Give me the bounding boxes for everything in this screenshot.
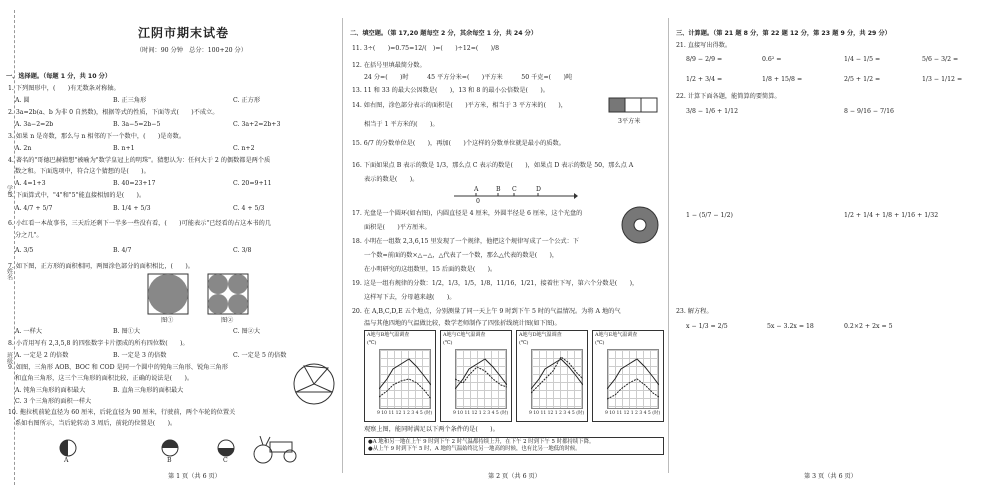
x-ticks: 9 10 11 12 1 2 3 4 5 (时) bbox=[529, 411, 585, 416]
exam-subtitle: （时间：90 分钟 总分：100+20 分） bbox=[136, 47, 247, 54]
exam-title: 江阴市期末试卷 bbox=[138, 26, 230, 40]
option: A. 3/5 bbox=[15, 247, 34, 254]
option: B. 1/4 + 5/3 bbox=[113, 205, 151, 212]
option: B. 3a−5=2b−5 bbox=[113, 121, 161, 128]
graph-lines bbox=[607, 349, 659, 409]
question-19: 19. 这是一组有规律的分数：1/2，1/3，1/5，1/8，11/16，1/21，接着往下写，第六个分数是( )， bbox=[352, 280, 639, 287]
graph-lines bbox=[531, 349, 583, 409]
question-18-cont: 一个数=前面的数×△−△，△代表了一个数，那么△代表的数是( )， bbox=[364, 252, 559, 259]
question-15: 15. 6/7 的分数单位是( )，再加( )个这样的分数单位就是最小的质数。 bbox=[352, 140, 565, 147]
option: C. 4 + 5/3 bbox=[233, 205, 265, 212]
question-20-cont: 温与其他四地的气温做比较，数学老师制作了四张折线统计图(如下图)。 bbox=[364, 320, 561, 327]
question-4: 4. 著名的"哥德巴赫猜想"被喻为"数学皇冠上的明珠"。猜想认为：任何大于 2 的偶数都是两个质 bbox=[8, 157, 271, 164]
condition-2: ●从上午 9 时到下午 5 时，A 地的气温始终比另一地高的时候，也有比另一地低的时候。 bbox=[368, 445, 581, 452]
option: A. 钝角三角形的面积最大 bbox=[15, 387, 86, 394]
wheel-option-label: B bbox=[167, 457, 172, 464]
oral-calc: 1/4 − 1/5 = bbox=[844, 56, 881, 63]
question-23: 23. 解方程。 bbox=[676, 308, 713, 315]
point-label: C bbox=[512, 186, 517, 193]
option: C. 3a+2=2b+3 bbox=[233, 121, 281, 128]
question-17-cont: 面积是( )平方厘米。 bbox=[364, 224, 431, 231]
page-footer: 第 2 页（共 6 页） bbox=[488, 473, 541, 480]
section-1-heading: 一、选择题。（每题 1 分，共 10 分） bbox=[6, 73, 112, 80]
question-9: 9. 如图，三角形 AOB、BOC 和 COD 是同一个圆中的钝角三角形、锐角三角形 bbox=[8, 364, 228, 371]
question-13: 13. 11 和 33 的最大公因数是( )，13 和 8 的最小公倍数是( )。 bbox=[352, 87, 549, 94]
temperature-graph-ae bbox=[592, 330, 664, 422]
question-2: 2. 3a=2b(a、b 为非 0 自然数)，根据等式的性质，下面等式( )不成立。 bbox=[8, 109, 219, 116]
conditions-box bbox=[364, 437, 664, 455]
graph-title: A地与D地气温调查 bbox=[519, 332, 562, 338]
graph-lines bbox=[455, 349, 507, 409]
oral-calc: 0.6² = bbox=[762, 56, 782, 63]
question-6-cont: 分之几"。 bbox=[15, 232, 43, 239]
option: B. 4/7 bbox=[113, 247, 132, 254]
graph-lines bbox=[379, 349, 431, 409]
page-footer: 第 3 页（共 6 页） bbox=[804, 473, 857, 480]
calc-expression: 3/8 − 1/6 + 1/12 bbox=[686, 108, 739, 115]
option: A. 一定是 2 的倍数 bbox=[15, 352, 69, 359]
question-22: 22. 计算下面各题，能简算的要简算。 bbox=[676, 93, 781, 100]
question-16-cont: 表示的数是( )。 bbox=[364, 176, 419, 183]
condition-1: ●A 地和另一地在上午 9 时到下午 2 时气温都持续上升，在下午 2 时到下午 5 时都持续下降。 bbox=[368, 439, 595, 445]
equation: 5x − 3.2x = 18 bbox=[767, 323, 814, 330]
option: C. 3/8 bbox=[233, 247, 252, 254]
option: B. 40=23+17 bbox=[113, 180, 156, 187]
option: B. 直角三角形的面积最大 bbox=[113, 387, 184, 394]
q14-shaded-bar bbox=[608, 97, 664, 117]
question-18-cont: 在小明研究的这组数里，15 后面的数是( )。 bbox=[364, 266, 497, 273]
oral-calc: 5/6 − 3/2 = bbox=[922, 56, 959, 63]
option: C. 正方形 bbox=[233, 97, 261, 104]
point-label: B bbox=[496, 186, 501, 193]
figure-1-label: 图① bbox=[161, 317, 174, 324]
q14-label: 3平方米 bbox=[618, 118, 641, 125]
temperature-graph-ad bbox=[516, 330, 588, 422]
equation: x − 1/3 = 2/5 bbox=[686, 323, 728, 330]
calc-expression: 1 − (5/7 − 1/2) bbox=[686, 212, 733, 219]
oral-calc: 1/3 − 1/12 = bbox=[922, 76, 963, 83]
x-ticks: 9 10 11 12 1 2 3 4 5 (时) bbox=[605, 411, 661, 416]
question-19-cont: 这样写下去，分母越来越( )。 bbox=[364, 294, 456, 301]
graph-unit: (℃) bbox=[519, 340, 529, 346]
equation: 0.2×2 + 2x = 5 bbox=[844, 323, 893, 330]
page-footer: 第 1 页（共 6 页） bbox=[168, 473, 221, 480]
question-20-ask: 观察上图，能同时满足以下两个条件的是( )。 bbox=[364, 426, 499, 433]
option: C. 20=9+11 bbox=[233, 180, 272, 187]
figure-2-label: 图② bbox=[221, 317, 234, 324]
oral-calc: 1/8 + 15/8 = bbox=[762, 76, 803, 83]
binding-label-id: 学号 bbox=[5, 185, 13, 197]
question-18: 18. 小明在一组数 2,3,6,15 里发现了一个规律，他把这个规律写成了一个公式：下 bbox=[352, 238, 579, 245]
graph-unit: (℃) bbox=[595, 340, 605, 346]
oral-calc: 8/9 − 2/9 = bbox=[686, 56, 723, 63]
question-9-cont: 和直角三角形，这三个三角形的面积比较，正确的说法是( )。 bbox=[15, 375, 194, 382]
option: A. 2n bbox=[15, 145, 32, 152]
question-8: 8. 小青用写有 2,3,5,8 的四张数字卡片摆成的所有四位数( )。 bbox=[8, 340, 189, 347]
x-ticks: 9 10 11 12 1 2 3 4 5 (时) bbox=[377, 411, 433, 416]
q7-figures bbox=[146, 272, 276, 318]
graph-title: A地与B地气温调查 bbox=[367, 332, 410, 338]
graph-title: A地与C地气温调查 bbox=[443, 332, 486, 338]
option: C. 图②大 bbox=[233, 328, 261, 335]
question-17: 17. 光盘是一个圆环(如右图)，内圆直径是 4 厘米，外圆半径是 6 厘米，这个光盘的 bbox=[352, 210, 583, 217]
q10-wheel-options bbox=[58, 436, 308, 466]
calc-expression: 1/2 + 1/4 + 1/8 + 1/16 + 1/32 bbox=[844, 212, 939, 219]
option: A. 4/7 + 5/7 bbox=[15, 205, 53, 212]
question-6: 6. 小红看一本故事书，三天后还剩下一半多一些没有看，( )可能表示"已经看的占这本书的几 bbox=[8, 220, 272, 227]
temperature-graph-ac bbox=[440, 330, 512, 422]
wheel-option-label: A bbox=[64, 457, 69, 464]
question-5: 5. 下面算式中，"4"和"5"能直接相加的是( )。 bbox=[8, 192, 146, 199]
option: B. n+1 bbox=[113, 145, 135, 152]
option: C. 3 个三角形的面积一样大 bbox=[15, 398, 92, 405]
question-14: 14. 如右图，涂色部分表示的面积是( )平方米，相当于 3 平方米的( )， bbox=[352, 102, 567, 109]
calc-expression: 8 − 9/16 − 7/16 bbox=[844, 108, 894, 115]
option: C. 一定是 5 的倍数 bbox=[233, 352, 287, 359]
section-2-heading: 二、填空题。（第 17,20 题每空 2 分，其余每空 1 分，共 24 分） bbox=[350, 30, 538, 37]
question-10-cont: 系如右图所示，当后轮转动 3 周后，前轮的位置是( )。 bbox=[15, 420, 177, 427]
x-ticks: 9 10 11 12 1 2 3 4 5 (时) bbox=[453, 411, 509, 416]
column-divider bbox=[668, 18, 669, 473]
option: B. 正三角形 bbox=[113, 97, 147, 104]
question-20: 20. 在 A,B,C,D,E 五个地点，分别测量了同一天上午 9 时到下午 5 时的气温情况。为将 A 地的气 bbox=[352, 308, 621, 315]
question-7: 7. 如下图，正方形的面积相同，两图涂色部分的面积相比，( )。 bbox=[8, 263, 194, 270]
graph-unit: (℃) bbox=[367, 340, 377, 346]
binding-label-name: 姓名 bbox=[5, 268, 13, 280]
question-21: 21. 直接写出得数。 bbox=[676, 42, 732, 49]
question-16: 16. 下面如果点 B 表示的数是 1/3，那么点 C 表示的数是( )，如果点 D 表示的数是 50，那么点 A bbox=[352, 162, 634, 169]
graph-title: A地与E地气温调查 bbox=[595, 332, 638, 338]
point-label: A bbox=[474, 186, 479, 193]
option: B. 图①大 bbox=[113, 328, 141, 335]
oral-calc: 1/2 + 3/4 = bbox=[686, 76, 723, 83]
point-label: D bbox=[536, 186, 541, 193]
cd-ring-figure bbox=[620, 205, 660, 245]
temperature-graph-ab bbox=[364, 330, 436, 422]
question-12: 12. 在括号里填最简分数。 bbox=[352, 62, 426, 69]
question-1: 1. 下列图形中，( )有无数条对称轴。 bbox=[8, 85, 120, 92]
column-divider bbox=[342, 18, 343, 473]
question-4-cont: 数之和。下面选项中，符合这个猜想的是( )。 bbox=[15, 168, 150, 175]
binding-label-class: 班级 bbox=[5, 352, 13, 364]
option: A. 3a−2=2b bbox=[15, 121, 54, 128]
point-label: 0 bbox=[476, 198, 480, 205]
option: C. n+2 bbox=[233, 145, 255, 152]
question-11: 11. 3÷( )=0.75=12/( )=( )÷12=( )/8 bbox=[352, 45, 500, 52]
question-14-cont: 相当于 1 平方米的( )。 bbox=[364, 121, 439, 128]
section-3-heading: 三、计算题。（第 21 题 8 分，第 22 题 12 分，第 23 题 9 分，共 29 分） bbox=[676, 30, 891, 37]
option: B. 一定是 3 的倍数 bbox=[113, 352, 167, 359]
wheel-option-label: C bbox=[223, 457, 228, 464]
option: A. 一样大 bbox=[15, 328, 42, 335]
q9-circle-figure bbox=[290, 360, 338, 408]
question-3: 3. 如果 n 是奇数，那么与 n 相邻的下一个数中，( )是奇数。 bbox=[8, 133, 186, 140]
question-10: 10. 拖拉机前轮直径为 60 厘米，后轮直径为 90 厘米，行驶前，两个车轮的位置关 bbox=[8, 409, 236, 416]
option: A. 4=1+3 bbox=[15, 180, 46, 187]
option: A. 圆 bbox=[15, 97, 30, 104]
oral-calc: 2/5 + 1/2 = bbox=[844, 76, 881, 83]
question-12-items: 24 分=( )时 45 平方分米=( )平方米 50 千克=( )吨 bbox=[364, 74, 573, 81]
graph-unit: (℃) bbox=[443, 340, 453, 346]
